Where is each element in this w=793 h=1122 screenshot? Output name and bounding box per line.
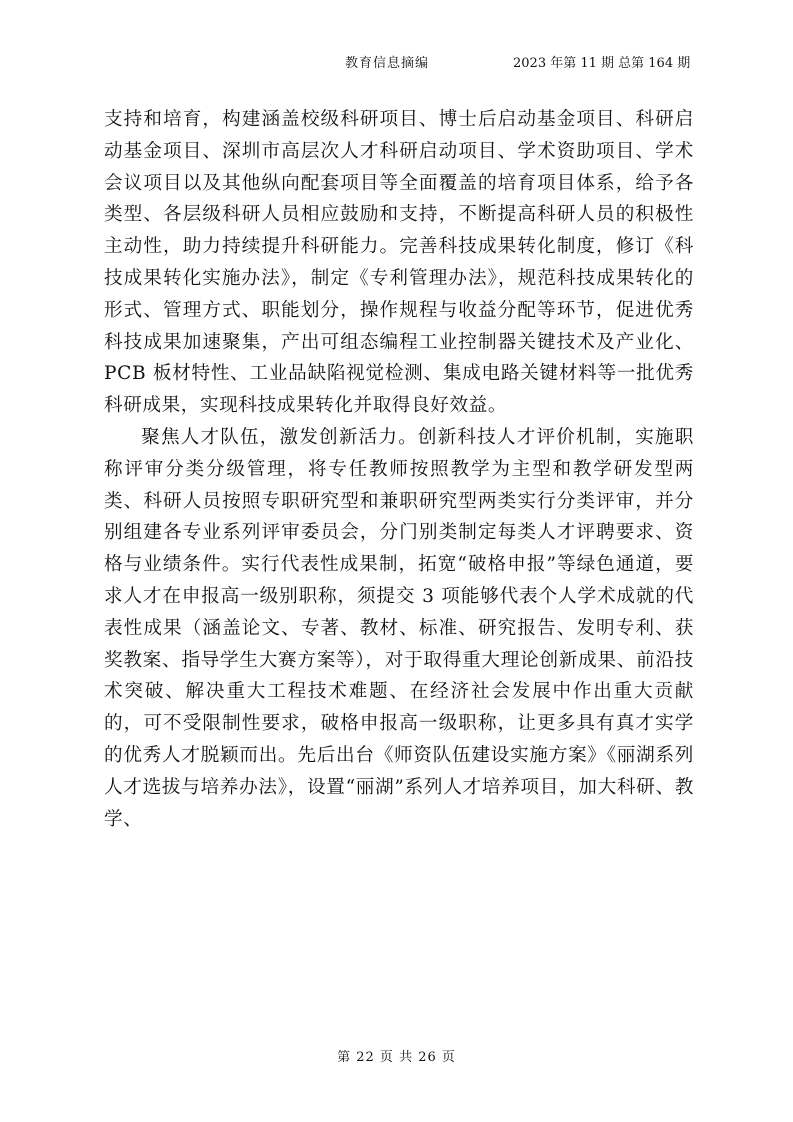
page-header [0, 54, 793, 74]
article-body [104, 104, 694, 835]
issue-number: 2023 年第 11 期 总第 164 期 [513, 56, 691, 71]
body-paragraph: 支持和培育，构建涵盖校级科研项目、博士后启动基金项目、科研启动基金项目、深圳市高层次人才科研启动项目、学术资助项目、学术会议项目以及其他纵向配套项目等全面覆盖的培育项目体系，给予各类型、各层级科研人员相应鼓励和支持，不断提高科研人员的积极性主动性，助力持续提升科研能力。完善科技成果转化制度，修订《科技成果转化实施办法》，制定《专利管理办法》，规范科技成果转化的形式、管理方式、职能划分，操作规程与收益分配等环节，促进优秀科技成果加速聚集，产出可组态编程工业控制器关键技术及产业化、PCB 板材特性、工业品缺陷视觉检测、集成电路关键材料等一批优秀科研成果，实现科技成果转化并取得良好效益。 [104, 109, 694, 417]
publication-title: 教育信息摘编 [345, 56, 430, 71]
body-paragraph: 聚焦人才队伍，激发创新活力。创新科技人才评价机制，实施职称评审分类分级管理，将专任教师按照教学为主型和教学研发型两类、科研人员按照专职研究型和兼职研究型两类实行分类评审，并分别组建各专业系列评审委员会，分门别类制定每类人才评聘要求、资格与业绩条件。实行代表性成果制，拓宽“破格申报”等绿色通道，要求人才在申报高一级别职称，须提交 3 项能够代表个人学术成就的代表性成果（涵盖论文、专著、教材、标准、研究报告、发明专利、获奖教案、指导学生大赛方案等），对于取得重大理论创新成果、前沿技术突破、解决重大工程技术难题、在经济社会发展中作出重大贡献的，可不受限制性要求，破格申报高一级职称，让更多具有真才实学的优秀人才脱颖而出。先后出台《师资队伍建设实施方案》《丽湖系列人才选拔与培养办法》，设置“丽湖”系列人才培养项目，加大科研、教学、 [104, 426, 694, 830]
page-number: 第 22 页 共 26 页 [337, 1050, 456, 1065]
